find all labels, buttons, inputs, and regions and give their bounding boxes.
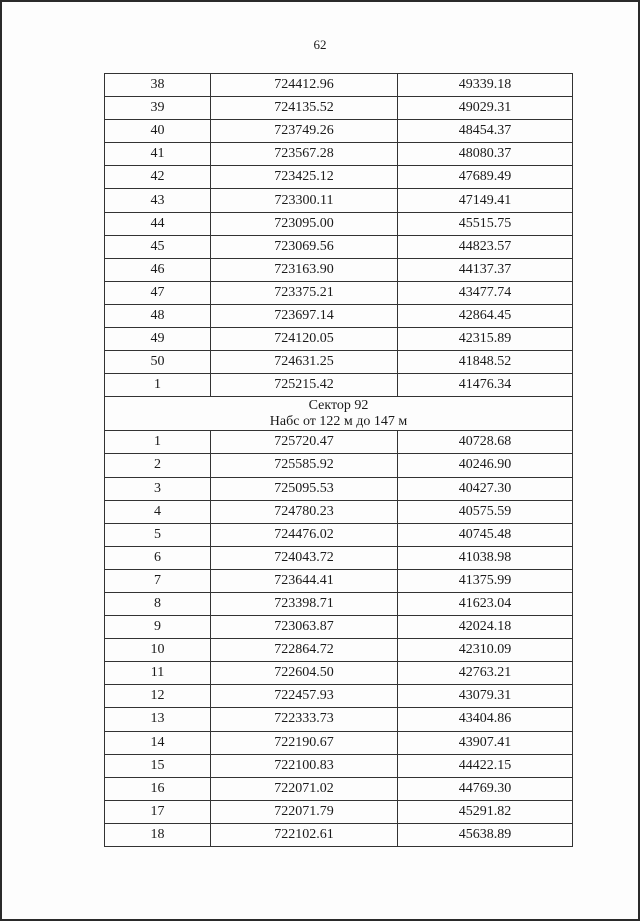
x-coordinate-cell: 725095.53 (211, 477, 398, 500)
x-coordinate-cell: 722071.79 (211, 800, 398, 823)
table-row (105, 281, 573, 304)
table-row (105, 74, 573, 97)
x-coordinate-cell: 724631.25 (211, 351, 398, 374)
y-coordinate-cell: 43079.31 (398, 685, 573, 708)
table-row (105, 731, 573, 754)
table-row (105, 500, 573, 523)
y-coordinate-cell: 48454.37 (398, 120, 573, 143)
x-coordinate-cell: 722190.67 (211, 731, 398, 754)
table-row (105, 143, 573, 166)
x-coordinate-cell: 724476.02 (211, 523, 398, 546)
point-number-cell: 2 (105, 454, 211, 477)
y-coordinate-cell: 44769.30 (398, 777, 573, 800)
x-coordinate-cell: 725215.42 (211, 374, 398, 397)
point-number-cell: 44 (105, 212, 211, 235)
y-coordinate-cell: 41038.98 (398, 546, 573, 569)
x-coordinate-cell: 723697.14 (211, 304, 398, 327)
coordinates-table-rows-before (105, 74, 573, 397)
point-number-cell: 48 (105, 304, 211, 327)
y-coordinate-cell: 42864.45 (398, 304, 573, 327)
y-coordinate-cell: 40728.68 (398, 431, 573, 454)
x-coordinate-cell: 723375.21 (211, 281, 398, 304)
x-coordinate-cell: 722864.72 (211, 639, 398, 662)
point-number-cell: 13 (105, 708, 211, 731)
x-coordinate-cell: 722457.93 (211, 685, 398, 708)
y-coordinate-cell: 42315.89 (398, 328, 573, 351)
y-coordinate-cell: 43907.41 (398, 731, 573, 754)
table-row (105, 235, 573, 258)
x-coordinate-cell: 722102.61 (211, 823, 398, 846)
table-row (105, 546, 573, 569)
table-row (105, 328, 573, 351)
table-row (105, 754, 573, 777)
x-coordinate-cell: 724412.96 (211, 74, 398, 97)
point-number-cell: 4 (105, 500, 211, 523)
x-coordinate-cell: 722100.83 (211, 754, 398, 777)
point-number-cell: 1 (105, 431, 211, 454)
x-coordinate-cell: 722071.02 (211, 777, 398, 800)
y-coordinate-cell: 45515.75 (398, 212, 573, 235)
table-row (105, 662, 573, 685)
section-header-cell (105, 397, 573, 431)
table-row (105, 97, 573, 120)
point-number-cell: 6 (105, 546, 211, 569)
y-coordinate-cell: 41375.99 (398, 569, 573, 592)
section-header-group (105, 397, 573, 431)
point-number-cell: 41 (105, 143, 211, 166)
point-number-cell: 45 (105, 235, 211, 258)
table-row (105, 454, 573, 477)
point-number-cell: 12 (105, 685, 211, 708)
y-coordinate-cell: 40246.90 (398, 454, 573, 477)
point-number-cell: 3 (105, 477, 211, 500)
y-coordinate-cell: 42024.18 (398, 616, 573, 639)
y-coordinate-cell: 47689.49 (398, 166, 573, 189)
y-coordinate-cell: 40427.30 (398, 477, 573, 500)
y-coordinate-cell: 48080.37 (398, 143, 573, 166)
table-row (105, 374, 573, 397)
x-coordinate-cell: 724120.05 (211, 328, 398, 351)
table-row (105, 258, 573, 281)
table-row (105, 823, 573, 846)
x-coordinate-cell: 725585.92 (211, 454, 398, 477)
point-number-cell: 18 (105, 823, 211, 846)
table-row (105, 639, 573, 662)
point-number-cell: 46 (105, 258, 211, 281)
x-coordinate-cell: 724780.23 (211, 500, 398, 523)
point-number-cell: 43 (105, 189, 211, 212)
y-coordinate-cell: 47149.41 (398, 189, 573, 212)
point-number-cell: 38 (105, 74, 211, 97)
x-coordinate-cell: 723425.12 (211, 166, 398, 189)
y-coordinate-cell: 42310.09 (398, 639, 573, 662)
point-number-cell: 47 (105, 281, 211, 304)
page-number: 62 (313, 37, 327, 52)
y-coordinate-cell: 44422.15 (398, 754, 573, 777)
table-row (105, 166, 573, 189)
section-header-row (105, 397, 573, 431)
x-coordinate-cell: 723749.26 (211, 120, 398, 143)
section-subtitle: Набс от 122 м до 147 м (269, 413, 408, 429)
y-coordinate-cell: 40575.59 (398, 500, 573, 523)
table-row (105, 431, 573, 454)
point-number-cell: 7 (105, 569, 211, 592)
y-coordinate-cell: 43404.86 (398, 708, 573, 731)
point-number-cell: 9 (105, 616, 211, 639)
table-row (105, 777, 573, 800)
point-number-cell: 1 (105, 374, 211, 397)
point-number-cell: 49 (105, 328, 211, 351)
x-coordinate-cell: 723095.00 (211, 212, 398, 235)
table-row (105, 304, 573, 327)
y-coordinate-cell: 45638.89 (398, 823, 573, 846)
x-coordinate-cell: 724135.52 (211, 97, 398, 120)
point-number-cell: 17 (105, 800, 211, 823)
y-coordinate-cell: 41848.52 (398, 351, 573, 374)
x-coordinate-cell: 723069.56 (211, 235, 398, 258)
x-coordinate-cell: 722604.50 (211, 662, 398, 685)
y-coordinate-cell: 42763.21 (398, 662, 573, 685)
point-number-cell: 5 (105, 523, 211, 546)
x-coordinate-cell: 722333.73 (211, 708, 398, 731)
coordinates-table (104, 73, 573, 847)
point-number-cell: 11 (105, 662, 211, 685)
table-row (105, 351, 573, 374)
section-title: Сектор 92 (308, 397, 369, 413)
y-coordinate-cell: 49029.31 (398, 97, 573, 120)
y-coordinate-cell: 43477.74 (398, 281, 573, 304)
y-coordinate-cell: 44137.37 (398, 258, 573, 281)
point-number-cell: 40 (105, 120, 211, 143)
x-coordinate-cell: 723567.28 (211, 143, 398, 166)
table-row (105, 523, 573, 546)
table-row (105, 120, 573, 143)
table-row (105, 569, 573, 592)
y-coordinate-cell: 49339.18 (398, 74, 573, 97)
point-number-cell: 16 (105, 777, 211, 800)
table-row (105, 592, 573, 615)
point-number-cell: 42 (105, 166, 211, 189)
table-row (105, 189, 573, 212)
x-coordinate-cell: 725720.47 (211, 431, 398, 454)
table-row (105, 477, 573, 500)
table-row (105, 708, 573, 731)
y-coordinate-cell: 40745.48 (398, 523, 573, 546)
point-number-cell: 39 (105, 97, 211, 120)
table-row (105, 212, 573, 235)
x-coordinate-cell: 723644.41 (211, 569, 398, 592)
table-row (105, 616, 573, 639)
table-row (105, 685, 573, 708)
x-coordinate-cell: 723398.71 (211, 592, 398, 615)
point-number-cell: 8 (105, 592, 211, 615)
x-coordinate-cell: 723300.11 (211, 189, 398, 212)
y-coordinate-cell: 44823.57 (398, 235, 573, 258)
x-coordinate-cell: 724043.72 (211, 546, 398, 569)
coordinates-table-rows-after (105, 431, 573, 847)
point-number-cell: 15 (105, 754, 211, 777)
table-row (105, 800, 573, 823)
x-coordinate-cell: 723163.90 (211, 258, 398, 281)
y-coordinate-cell: 41476.34 (398, 374, 573, 397)
point-number-cell: 10 (105, 639, 211, 662)
y-coordinate-cell: 45291.82 (398, 800, 573, 823)
point-number-cell: 50 (105, 351, 211, 374)
x-coordinate-cell: 723063.87 (211, 616, 398, 639)
point-number-cell: 14 (105, 731, 211, 754)
y-coordinate-cell: 41623.04 (398, 592, 573, 615)
